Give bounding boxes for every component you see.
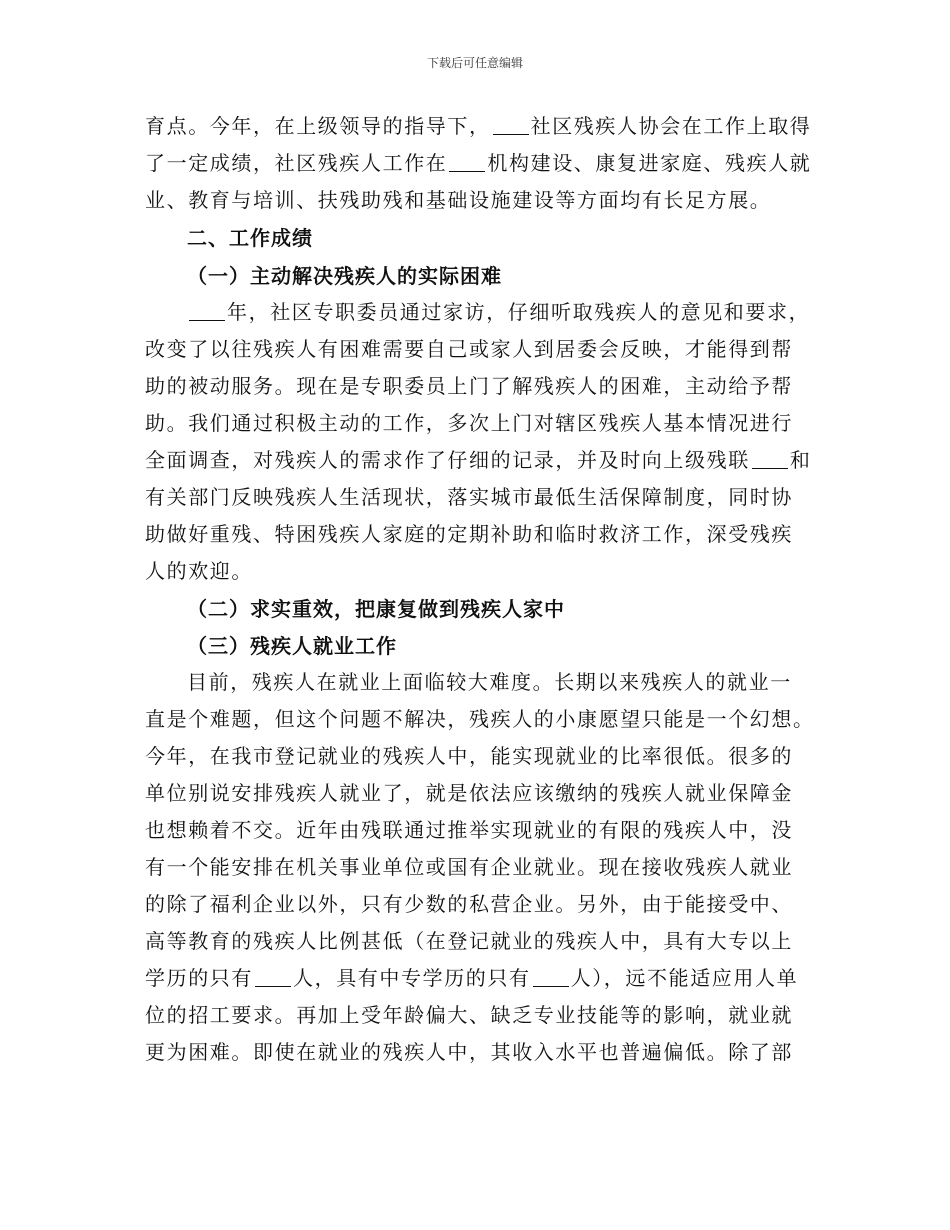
paragraph-line: 育点。今年，在上级领导的指导下， 社区残疾人协会在工作上取得 bbox=[145, 114, 812, 138]
paragraph-line: 更为困难。即使在就业的残疾人中，其收入水平也普遍偏低。除了部 bbox=[145, 1040, 793, 1064]
paragraph-line: 位的招工要求。再加上受年龄偏大、缺乏专业技能等的影响，就业就 bbox=[145, 1003, 793, 1027]
paragraph-line: 了一定成绩，社区残疾人工作在 机构建设、康复进家庭、残疾人就 bbox=[145, 151, 812, 175]
paragraph-line: 的除了福利企业以外，只有少数的私营企业。另外，由于能接受中、 bbox=[145, 892, 793, 916]
paragraph-line: 助的被动服务。现在是专职委员上门了解残疾人的困难，主动给予帮 bbox=[145, 374, 793, 398]
paragraph-line: 也想赖着不交。近年由残联通过推举实现就业的有限的残疾人中，没 bbox=[145, 818, 793, 842]
paragraph-line: 年，社区专职委员通过家访，仔细听取残疾人的意见和要求， bbox=[187, 300, 810, 324]
section-heading: 二、工作成绩 bbox=[187, 226, 313, 250]
subsection-heading: （一）主动解决残疾人的实际困难 bbox=[187, 264, 502, 288]
blank-underline bbox=[493, 116, 529, 135]
blank-underline bbox=[449, 153, 485, 172]
paragraph-line: 目前，残疾人在就业上面临较大难度。长期以来残疾人的就业一 bbox=[187, 670, 792, 694]
paragraph-line: 今年，在我市登记就业的残疾人中，能实现就业的比率很低。很多的 bbox=[145, 744, 793, 768]
paragraph-line: 改变了以往残疾人有困难需要自己或家人到居委会反映，才能得到帮 bbox=[145, 337, 793, 361]
subsection-heading: （三）残疾人就业工作 bbox=[187, 634, 397, 658]
paragraph-line: 助做好重残、特困残疾人家庭的定期补助和临时救济工作，深受残疾 bbox=[145, 522, 793, 546]
blank-underline bbox=[189, 302, 225, 321]
blank-underline bbox=[752, 450, 788, 469]
blank-underline bbox=[533, 968, 569, 987]
paragraph-line: 学历的只有 人，具有中专学历的只有 人），远不能适应用人单 bbox=[145, 966, 799, 990]
paragraph-line: 助。我们通过积极主动的工作，多次上门对辖区残疾人基本情况进行 bbox=[145, 411, 793, 435]
paragraph-line: 有一个能安排在机关事业单位或国有企业就业。现在接收残疾人就业 bbox=[145, 855, 793, 879]
page-header: 下载后可任意编辑 bbox=[426, 56, 523, 70]
subsection-heading: （二）求实重效，把康复做到残疾人家中 bbox=[187, 597, 565, 621]
paragraph-line: 业、教育与培训、扶残助残和基础设施建设等方面均有长足方展。 bbox=[145, 188, 772, 212]
paragraph-line: 直是个难题，但这个问题不解决，残疾人的小康愿望只能是一个幻想。 bbox=[145, 707, 815, 731]
blank-underline bbox=[255, 968, 291, 987]
paragraph-line: 单位别说安排残疾人就业了，就是依法应该缴纳的残疾人就业保障金 bbox=[145, 781, 793, 805]
paragraph-line: 有关部门反映残疾人生活现状，落实城市最低生活保障制度，同时协 bbox=[145, 485, 793, 509]
paragraph-line: 高等教育的残疾人比例甚低（在登记就业的残疾人中，具有大专以上 bbox=[145, 929, 793, 953]
paragraph-line: 人的欢迎。 bbox=[145, 559, 253, 583]
paragraph-line: 全面调查，对残疾人的需求作了仔细的记录，并及时向上级残联 和 bbox=[145, 448, 812, 472]
